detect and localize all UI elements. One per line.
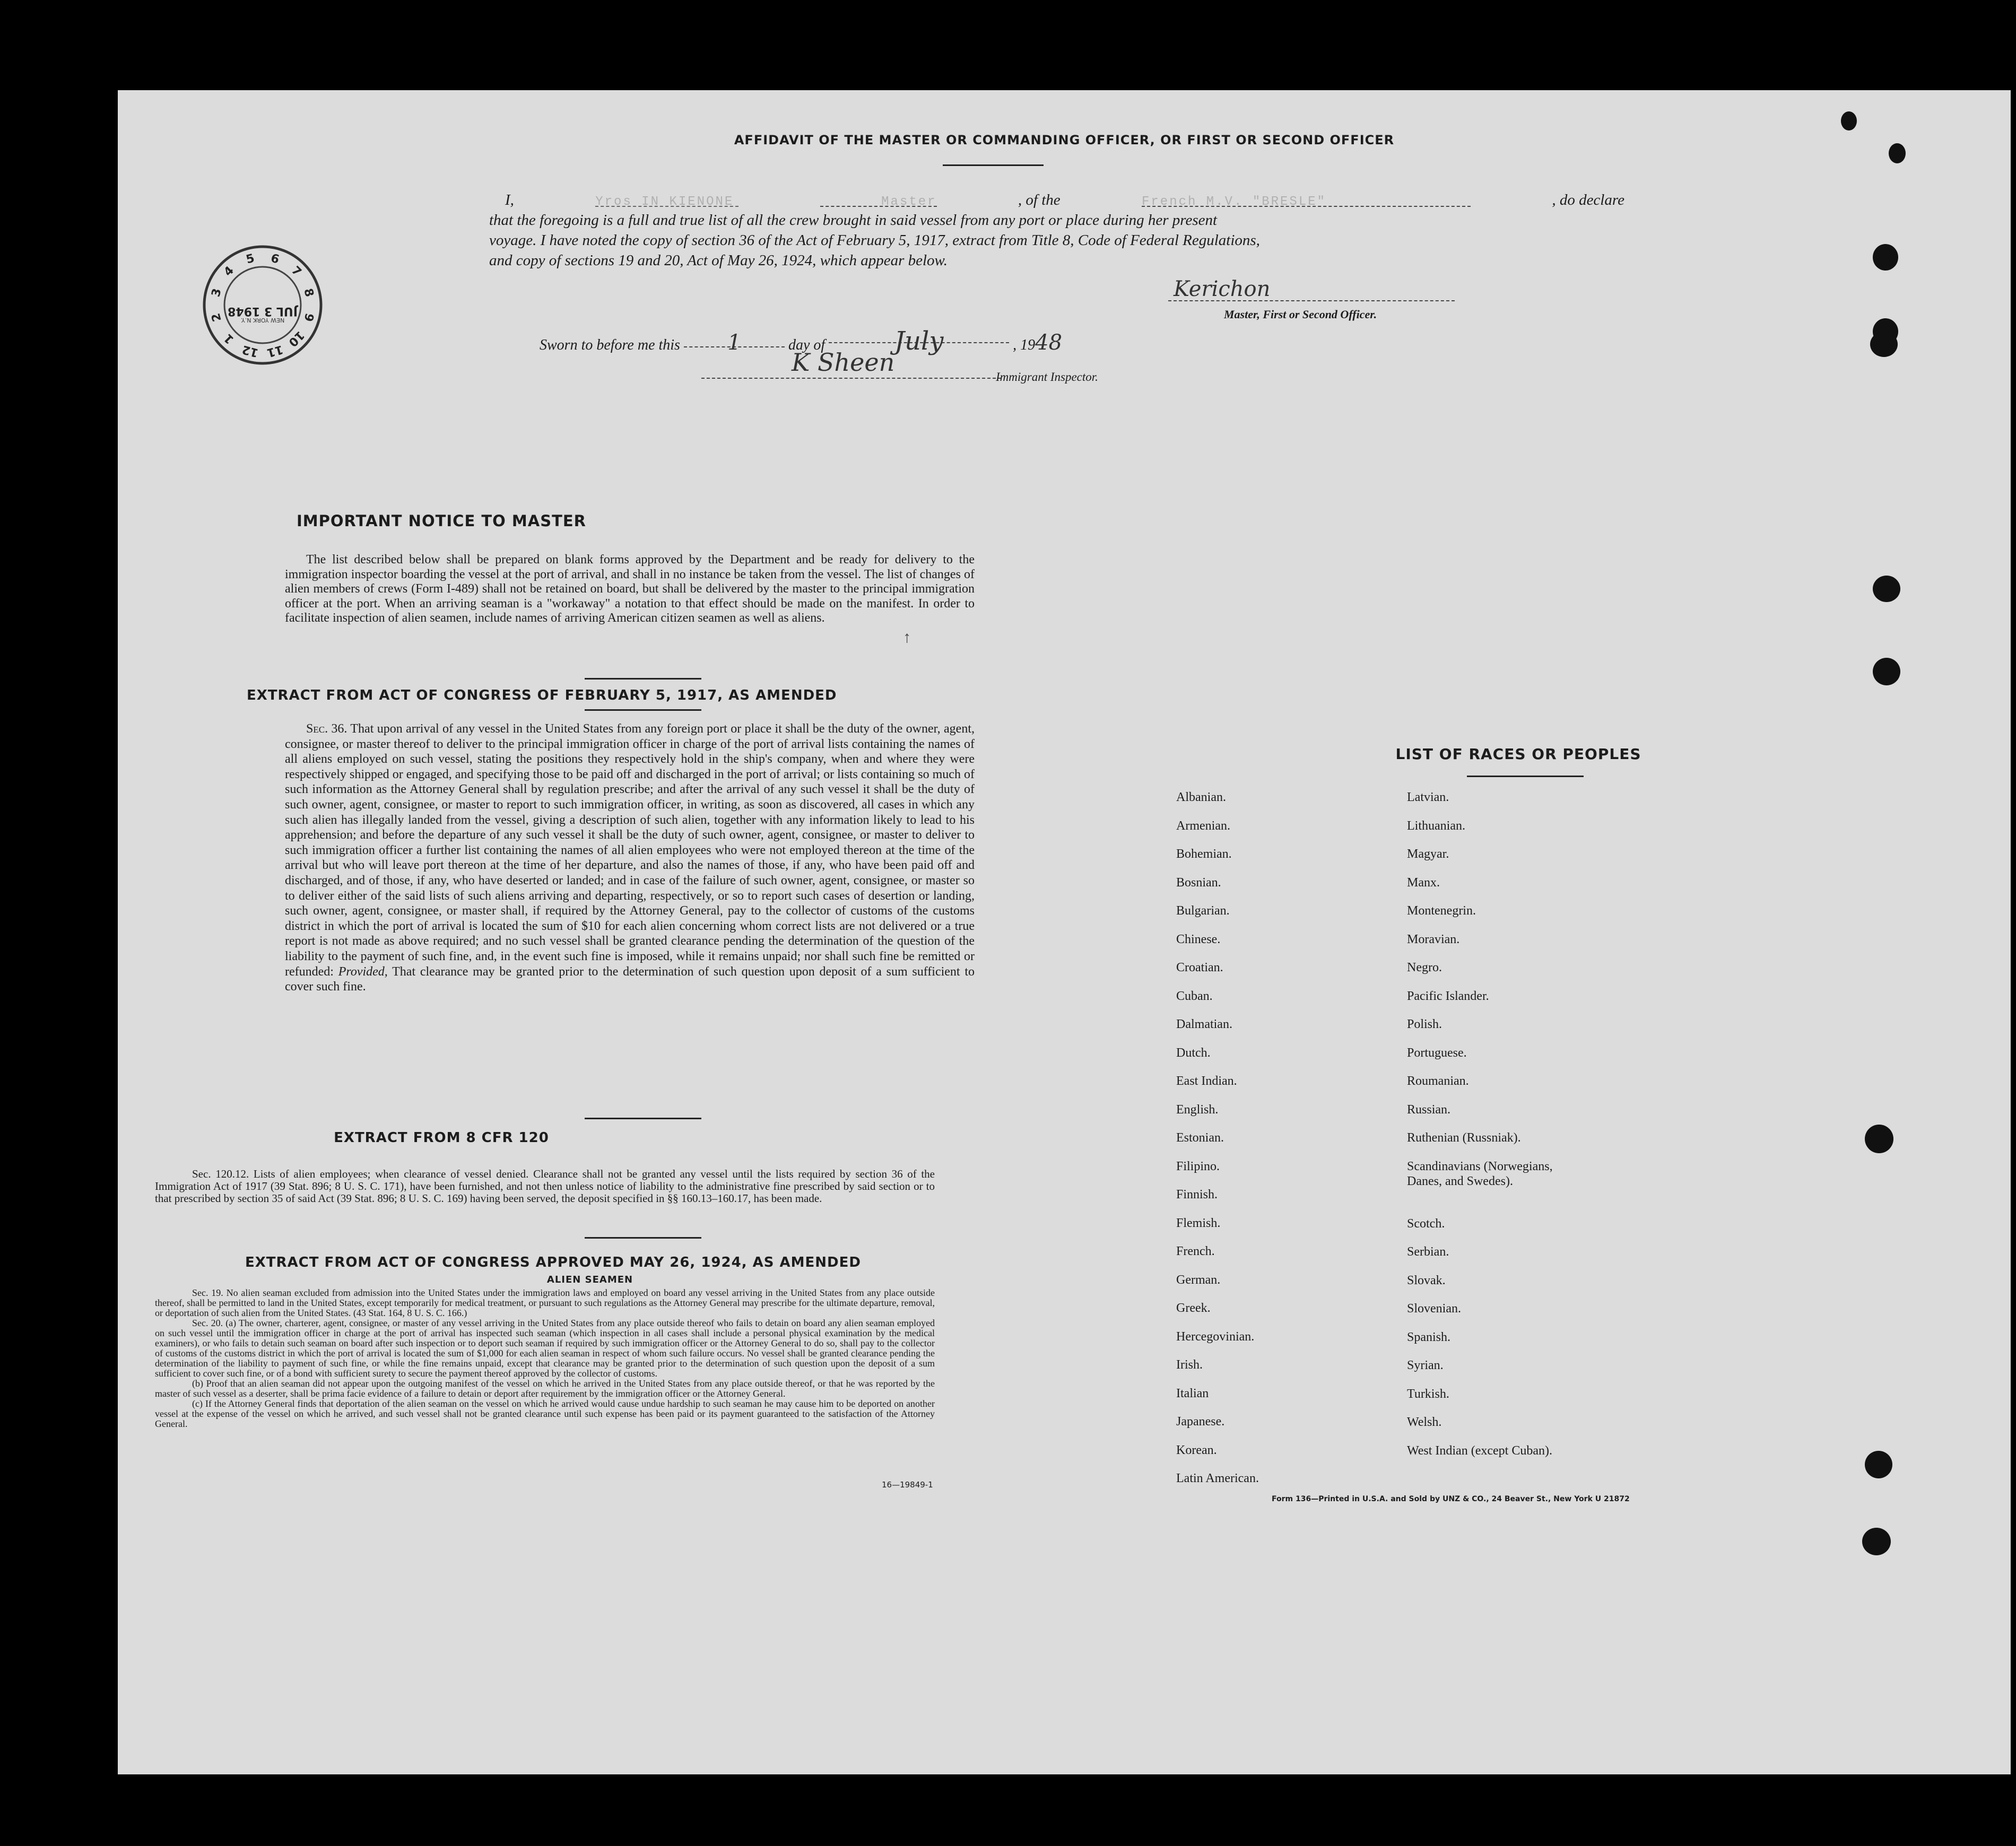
notice-title: IMPORTANT NOTICE TO MASTER: [296, 512, 587, 530]
sworn-month-field: July: [829, 326, 1009, 343]
right-race-item: Ruthenian (Russniak).: [1407, 1131, 1521, 1145]
master-label: Master, First or Second Officer.: [1224, 308, 1377, 321]
left-race-item: Flemish.: [1176, 1216, 1221, 1230]
right-race-item: Slovak.: [1407, 1273, 1446, 1287]
declare-label: , do declare: [1552, 191, 1624, 208]
right-race-item: Spanish.: [1407, 1330, 1451, 1344]
right-race-item: Russian.: [1407, 1102, 1451, 1117]
sworn-year: 48: [1035, 330, 1063, 355]
sec20c-text: (c) If the Attorney General finds that deportation of the alien seaman on the vessel on which he arrived would cause undue hardship to such seaman he may cause him to be deported on another vessel at the expense of the vessel on which he arrived, and such vessel shall not be granted clearance until such expense has been paid or its payment guaranteed to the satisfaction of the Attorney General.: [155, 1398, 935, 1429]
punch-hole: [1873, 658, 1900, 685]
right-race-item: Negro.: [1407, 961, 1442, 974]
right-race-item: Serbian.: [1407, 1245, 1449, 1259]
left-race-item: Filipino.: [1176, 1159, 1220, 1173]
right-race-item: Welsh.: [1407, 1415, 1442, 1429]
extract-1924-subtitle: ALIEN SEAMEN: [546, 1274, 633, 1285]
inspector-label: Immigrant Inspector.: [996, 370, 1098, 384]
declaration-line-3: voyage. I have noted the copy of section 36 of the Act of February 5, 1917, extract from Title 8, Code of Federal Regulations,: [489, 232, 1260, 249]
notice-body: The list described below shall be prepared on blank forms approved by the Department and be ready for delivery to the immigration inspector boarding the vessel at the port of arrival, and shall in no instance be taken from the vessel. The list of changes of alien members of crews (Form I-489) shall not be retained on board, but shall be delivered by the master to the principal immigration officer at the port. When an arriving seaman is a "workaway" a notation to that effect should be made on the manifest. In order to facilitate inspection of alien seamen, include names of arriving American citizen seamen as well as aliens.: [285, 553, 975, 625]
punch-hole: [1873, 244, 1898, 271]
declaration-line-2: that the foregoing is a full and true list of all the crew brought in said vessel from any port or place during her present: [489, 212, 1218, 229]
sec19-text: Sec. 19. No alien seaman excluded from admission into the United States under the immigration laws and employed on board any vessel arriving in the United States from any place outside thereof, shall be permitted to land in the United States, except temporarily for medical treatment, or pursuant to such regulations as the Attorney General may prescribe for the ultimate departure, removal, or deportation of such alien from the United States. (43 Stat. 164, 8 U. S. C. 166.): [155, 1287, 935, 1318]
provided-label: Provided,: [338, 964, 388, 979]
declaration-line-4: and copy of sections 19 and 20, Act of May 26, 1924, which appear below.: [489, 252, 948, 269]
left-race-item: Latin American.: [1176, 1471, 1259, 1485]
races-right-column: [1407, 790, 1683, 1480]
stamp-number: 8: [301, 287, 316, 299]
extract-1917-body: [285, 721, 975, 995]
declaration-line-1: [489, 190, 1624, 210]
year-prefix: , 19: [1013, 337, 1036, 353]
left-race-item: East Indian.: [1176, 1074, 1237, 1088]
right-race-item: Slovenian.: [1407, 1302, 1461, 1316]
inspector-signature: K Sheen: [792, 348, 895, 377]
left-race-item: Cuban.: [1176, 989, 1213, 1003]
left-race-item: French.: [1176, 1244, 1215, 1258]
sec20b-text: (b) Proof that an alien seaman did not appear upon the outgoing manifest of the vessel on which he arrived in the United States from any place outside thereof, or that he was reported by the master of such vessel as a deserter, shall be prima facie evidence of a failure to detain or deport after requirement by the immigration officer or the Attorney General.: [155, 1378, 935, 1399]
punch-hole: [1873, 576, 1900, 602]
stamp-number: 2: [209, 311, 224, 323]
right-race-item: Lithuanian.: [1407, 818, 1465, 833]
extract-1917-title: EXTRACT FROM ACT OF CONGRESS OF FEBRUARY 5, 1917, AS AMENDED: [247, 687, 837, 703]
punch-hole: [1865, 1125, 1893, 1153]
races-left-column: [1176, 790, 1399, 1485]
left-race-item: German.: [1176, 1273, 1221, 1287]
right-race-item: Scotch.: [1407, 1216, 1445, 1231]
stamp-number: 6: [269, 251, 281, 267]
day-of-label: day of: [788, 337, 825, 353]
right-race-item: Scandinavians (Norwegians,: [1407, 1159, 1553, 1173]
stamp-graphic: [202, 244, 324, 366]
stamp-number: 10: [285, 328, 307, 349]
stamp-number: 7: [288, 264, 304, 280]
sworn-prefix: Sworn to before me this: [540, 337, 680, 353]
form-sheet: [118, 90, 2011, 1774]
right-race-item: Syrian.: [1407, 1359, 1444, 1372]
sec36-text: That upon arrival of any vessel in the United States from any foreign port or place it shall be the duty of the owner, agent, consignee, or master thereof to deliver to the principal immigration officer in charge of the port of arrival lists containing the names of all aliens employed on such vessel, stating the positions they respectively hold in the ship's company, when and where they were respectively shipped or engaged, and specifying those to be paid off and discharged in the port of arrival; or lists containing so much of such information as the Attorney General shall by regulation prescribe; and after the arrival of any such vessel it shall be the duty of such owner, agent, consignee, or master to report to such immigration officer, in writing, as soon as discovered, all cases in which any such alien has illegally landed from the vessel, giving a description of such alien, together with any information likely to lead to his apprehension; and before the departure of any such vessel it shall be the duty of such owner, agent, consignee, or master to deliver to such immigration officer a further list containing the names of all alien employees who were not employed thereon at the time of the arrival but who will leave port thereon at the time of her departure, and also the names of those, if any, who have been paid off and discharged, and of those, if any, who have deserted or landed; and in case of the failure of such owner, agent, consignee, or master so to deliver either of the said lists of such aliens arriving and departing, respectively, or so to report such cases of desertion or landing, such owner, agent, consignee, or master shall, if required by the Attorney General, pay to the collector of customs of the customs district in which the port of arrival is located the sum of $10 for each alien concerning whom correct lists are not delivered or a true report is not made as above required; and no such vessel shall be granted clearance pending the determination of the question of the liability to the payment of such fine, and, in the event such fine is imposed, while it remains unpaid; nor shall such fine be remitted or refunded:: [285, 722, 975, 979]
stamp-number: 11: [265, 342, 285, 360]
cfr-top-rule: [585, 1118, 701, 1119]
left-race-item: Greek.: [1176, 1301, 1211, 1315]
right-race-item: Portuguese.: [1407, 1046, 1467, 1060]
left-race-item: Dutch.: [1176, 1046, 1211, 1060]
right-race-item: Polish.: [1407, 1017, 1443, 1031]
right-race-item: Pacific Islander.: [1407, 989, 1489, 1003]
punch-hole: [1865, 1451, 1892, 1478]
right-race-item: Roumanian.: [1407, 1074, 1469, 1088]
punch-hole: [1870, 332, 1898, 357]
punch-hole: [1841, 111, 1857, 130]
notice-rule: [585, 678, 701, 680]
stamp-number: 3: [209, 287, 224, 299]
of-the-label: , of the: [1018, 191, 1061, 208]
races-rule: [1467, 776, 1584, 777]
affidavit-declaration: [489, 190, 1624, 271]
inspection-stamp: [202, 244, 324, 366]
left-race-item: Estonian.: [1176, 1131, 1224, 1145]
left-race-item: Japanese.: [1176, 1415, 1225, 1429]
races-title: LIST OF RACES OR PEOPLES: [1395, 745, 1641, 763]
right-race-item: West Indian (except Cuban).: [1407, 1443, 1552, 1458]
inspector-signature-line: [701, 378, 1001, 379]
sec36-end: That clearance may be granted prior to the determination of such question upon deposit of a sum sufficient to cover such fine.: [285, 964, 975, 994]
master-signature-line: [1168, 300, 1455, 301]
extract-1917-rule: [585, 709, 701, 711]
left-race-item: Bohemian.: [1176, 847, 1232, 861]
sec36-label: Sec. 36.: [306, 722, 347, 736]
left-race-item: Dalmatian.: [1176, 1017, 1232, 1031]
stamp-number: 4: [221, 264, 237, 280]
form-footer: Form 136—Printed in U.S.A. and Sold by UNZ & CO., 24 Beaver St., New York U 21872: [1272, 1495, 1630, 1503]
stamp-number: 5: [245, 251, 256, 267]
stamp-number: 1: [221, 330, 237, 346]
stamp-date: JUL 3 1948: [228, 304, 298, 318]
left-race-item: Irish.: [1176, 1358, 1203, 1372]
declaration-prefix: I,: [505, 191, 514, 208]
right-race-item: Magyar.: [1407, 847, 1449, 861]
role-field: Master: [820, 190, 937, 207]
punch-hole: [1889, 143, 1906, 163]
right-race-item: Latvian.: [1407, 790, 1449, 804]
master-signature: Kerichon: [1174, 277, 1271, 301]
sec20a-text: Sec. 20. (a) The owner, charterer, agent, consignee, or master of any vessel arriving in the United States from any place outside thereof who fails to detain on board any alien seaman employed on such vessel until the immigration officer in charge at the port of arrival has inspected such seaman (which inspection in all cases shall include a personal physical examination by the medical examiners), or who fails to detain such seaman on board after such inspection or to deport such seaman if required by such immigration officer or the Attorney General to do so, shall pay to the collector of customs of the customs district in which the port of arrival is located the sum of $1,000 for each alien seaman in respect of whom such failure occurs. No vessel shall be granted clearance pending the determination of the liability to payment of such fine, or while the fine remains unpaid, except that clearance may be granted prior to the determination of such question upon the deposit of a sum sufficient to cover such fine, or of a bond with sufficient surety to secure the payment thereof approved by the collector of customs.: [155, 1318, 935, 1379]
left-race-item: Finnish.: [1176, 1188, 1218, 1201]
stamp-number: 12: [240, 342, 260, 360]
extract-1924-title: EXTRACT FROM ACT OF CONGRESS APPROVED MAY 26, 1924, AS AMENDED: [245, 1255, 861, 1270]
master-name-field: Yros IN KIENONE: [595, 190, 738, 207]
cfr-title: EXTRACT FROM 8 CFR 120: [334, 1130, 549, 1146]
form-code: 16—19849-1: [882, 1480, 933, 1490]
left-race-item: Croatian.: [1176, 961, 1223, 974]
right-race-item: Manx.: [1407, 875, 1440, 890]
cfr-body: Sec. 120.12. Lists of alien employees; when clearance of vessel denied. Clearance shall not be granted any vessel until the lists required by section 36 of the Immigration Act of 1917 (39 Stat. 896; 8 U. S. C. 171), have been furnished, and not then unless notice of liability to the administrative fine prescribed by said section or to that prescribed by section 35 of said Act (39 Stat. 896; 8 U. S. C. 169) having been served, the deposit specified in §§ 160.13–160.17, has been made.: [155, 1168, 935, 1205]
left-race-item: English.: [1176, 1102, 1219, 1117]
title-rule: [943, 164, 1044, 166]
cfr-bottom-rule: [585, 1237, 701, 1239]
left-race-item: Armenian.: [1176, 818, 1230, 833]
extract-1924-body: [155, 1288, 935, 1429]
left-race-item: Korean.: [1176, 1443, 1217, 1457]
sworn-day-field: 1: [684, 330, 785, 347]
left-race-item: Hercegovinian.: [1176, 1329, 1255, 1344]
right-race-item: Montenegrin.: [1407, 904, 1476, 918]
right-race-item: Moravian.: [1407, 932, 1460, 946]
vessel-field: French M.V. "BRESLE": [1142, 190, 1471, 207]
left-race-item: Albanian.: [1176, 790, 1226, 804]
left-race-item: Bosnian.: [1176, 875, 1221, 890]
left-race-item: Bulgarian.: [1176, 904, 1230, 918]
left-race-item: Italian: [1176, 1386, 1209, 1400]
right-race-item: Turkish.: [1407, 1387, 1449, 1401]
stray-mark: ↑: [903, 629, 911, 646]
stamp-text: NEW YORK N.Y.: [240, 317, 285, 324]
stamp-number: 9: [301, 311, 316, 323]
left-race-item: Chinese.: [1176, 932, 1221, 946]
affidavit-title: AFFIDAVIT OF THE MASTER OR COMMANDING OFFICER, OR FIRST OR SECOND OFFICER: [734, 133, 1395, 147]
punch-hole: [1862, 1528, 1891, 1555]
right-race-item: Danes, and Swedes).: [1407, 1174, 1513, 1188]
